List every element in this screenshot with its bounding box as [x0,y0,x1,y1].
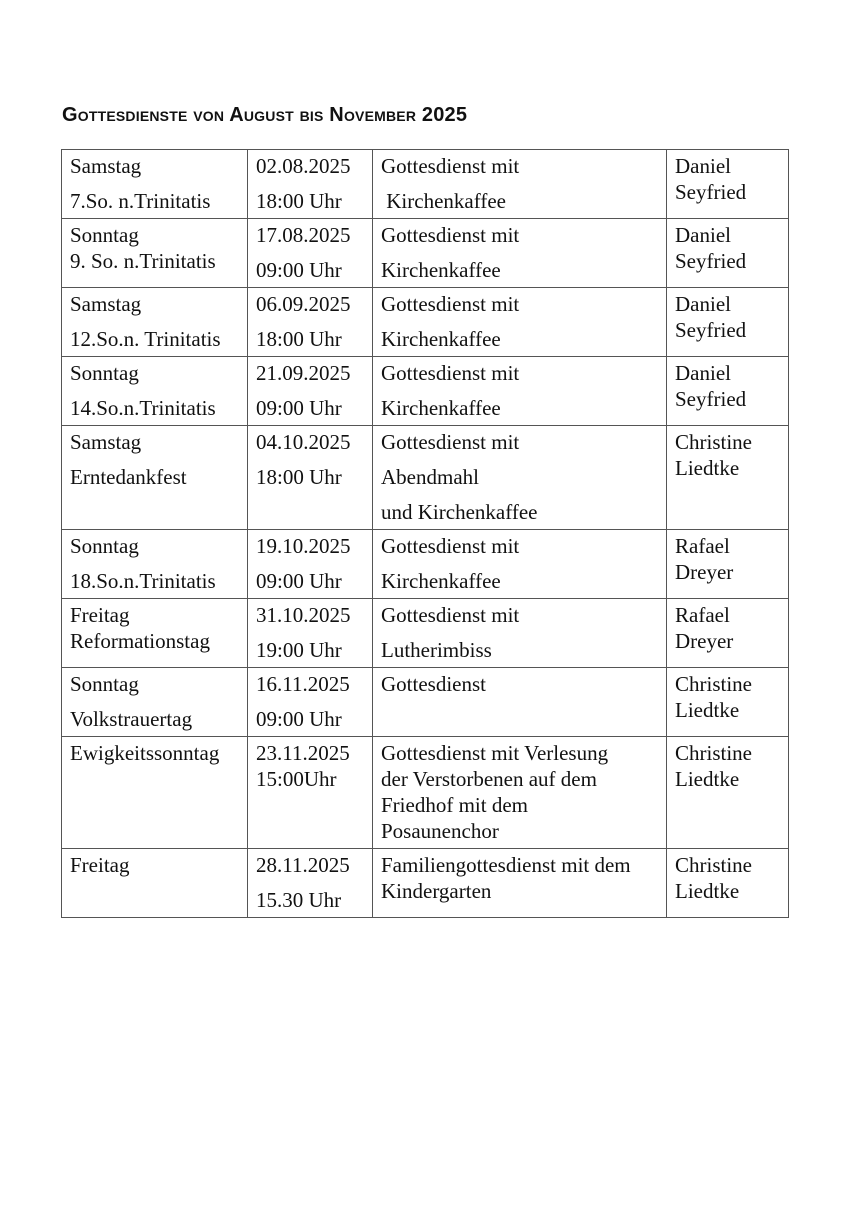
table-row [62,668,789,737]
leader-cell [667,426,789,530]
date-label: 02.08.2025 [256,154,351,178]
event-line: Friedhof mit dem [381,793,528,817]
date-cell [248,288,373,357]
table-row [62,599,789,668]
date-label: 16.11.2025 [256,672,350,696]
event-line: Gottesdienst [381,672,486,696]
leader-name-line: Liedtke [675,698,740,722]
event-line: Gottesdienst mit [381,361,520,385]
date-label: 17.08.2025 [256,223,351,247]
leader-cell [667,288,789,357]
event-cell [373,426,667,530]
date-cell [248,849,373,918]
leader-name-line: Christine [675,430,752,454]
date-cell [248,150,373,219]
day-cell [62,288,248,357]
leader-name-line: Liedtke [675,879,740,903]
leader-name-line: Dreyer [675,629,734,653]
leader-name-line: Seyfried [675,249,747,273]
leader-name-line: Daniel [675,292,731,316]
event-line: Familiengottesdienst mit dem [381,853,631,877]
leader-name-line: Dreyer [675,560,734,584]
leader-name-line: Rafael [675,534,730,558]
event-cell [373,530,667,599]
day-label: Samstag [70,430,142,454]
event-line: der Verstorbenen auf dem [381,767,597,791]
schedule-table [61,149,789,918]
event-line: Lutherimbiss [381,638,492,662]
day-label: Sonntag [70,672,139,696]
date-label: 21.09.2025 [256,361,351,385]
date-cell [248,668,373,737]
event-line: Gottesdienst mit Verlesung [381,741,609,765]
leader-name-line: Daniel [675,361,731,385]
table-row [62,288,789,357]
leader-cell [667,150,789,219]
event-cell [373,219,667,288]
time-label: 15:00Uhr [256,767,337,791]
event-line: Gottesdienst mit [381,223,520,247]
occasion-label: 7.So. n.Trinitatis [70,189,211,213]
event-line: Kirchenkaffee [381,396,501,420]
table-row [62,737,789,849]
date-label: 04.10.2025 [256,430,351,454]
occasion-label: 9. So. n.Trinitatis [70,249,216,273]
leader-name-line: Liedtke [675,767,740,791]
occasion-label: 18.So.n.Trinitatis [70,569,216,593]
date-cell [248,219,373,288]
event-line: Gottesdienst mit [381,292,520,316]
schedule-body [62,150,789,918]
leader-cell [667,219,789,288]
day-cell [62,426,248,530]
event-line: Kirchenkaffee [381,258,501,282]
time-label: 09:00 Uhr [256,396,342,420]
event-line: Kirchenkaffee [381,569,501,593]
table-row [62,219,789,288]
event-cell [373,849,667,918]
table-row [62,426,789,530]
leader-cell [667,737,789,849]
event-cell [373,357,667,426]
occasion-label: Erntedankfest [70,465,187,489]
event-line: Gottesdienst mit [381,603,520,627]
event-line: Gottesdienst mit [381,154,520,178]
event-line: und Kirchenkaffee [381,500,538,524]
date-cell [248,530,373,599]
leader-cell [667,668,789,737]
day-cell [62,668,248,737]
day-cell [62,357,248,426]
day-label: Sonntag [70,361,139,385]
date-cell [248,357,373,426]
time-label: 09:00 Uhr [256,569,342,593]
occasion-label: 12.So.n. Trinitatis [70,327,221,351]
date-cell [248,426,373,530]
leader-name-line: Daniel [675,154,731,178]
leader-name-line: Christine [675,672,752,696]
leader-name-line: Rafael [675,603,730,627]
leader-cell [667,599,789,668]
day-label: Samstag [70,154,142,178]
date-label: 19.10.2025 [256,534,351,558]
time-label: 18:00 Uhr [256,465,342,489]
day-label: Sonntag [70,223,139,247]
day-cell [62,599,248,668]
event-cell [373,288,667,357]
time-label: 15.30 Uhr [256,888,342,912]
leader-name-line: Christine [675,741,752,765]
leader-name-line: Liedtke [675,456,740,480]
time-label: 09:00 Uhr [256,707,342,731]
date-label: 31.10.2025 [256,603,351,627]
event-cell [373,668,667,737]
day-cell [62,219,248,288]
event-line: Kindergarten [381,879,492,903]
leader-name-line: Christine [675,853,752,877]
date-cell [248,599,373,668]
event-line: Posaunenchor [381,819,499,843]
leader-cell [667,849,789,918]
event-line: Kirchenkaffee [381,327,501,351]
day-label: Freitag [70,853,130,877]
occasion-label: Volkstrauertag [70,707,193,731]
leader-name-line: Daniel [675,223,731,247]
time-label: 18:00 Uhr [256,327,342,351]
event-cell [373,150,667,219]
event-cell [373,737,667,849]
leader-name-line: Seyfried [675,180,747,204]
event-line: Gottesdienst mit [381,430,520,454]
time-label: 09:00 Uhr [256,258,342,282]
event-line: Abendmahl [381,465,479,489]
page-title: Gottesdienste von August bis November 2025 [62,104,468,126]
leader-name-line: Seyfried [675,318,747,342]
table-row [62,530,789,599]
leader-cell [667,357,789,426]
date-cell [248,737,373,849]
event-line: Kirchenkaffee [381,189,506,213]
table-row [62,357,789,426]
date-label: 23.11.2025 [256,741,350,765]
time-label: 19:00 Uhr [256,638,342,662]
event-cell [373,599,667,668]
day-cell [62,737,248,849]
leader-name-line: Seyfried [675,387,747,411]
day-label: Sonntag [70,534,139,558]
date-label: 28.11.2025 [256,853,350,877]
occasion-label: 14.So.n.Trinitatis [70,396,216,420]
table-row [62,849,789,918]
table-row [62,150,789,219]
date-label: 06.09.2025 [256,292,351,316]
day-cell [62,849,248,918]
day-label: Samstag [70,292,142,316]
event-line: Gottesdienst mit [381,534,520,558]
leader-cell [667,530,789,599]
day-label: Ewigkeitssonntag [70,741,220,765]
time-label: 18:00 Uhr [256,189,342,213]
day-cell [62,150,248,219]
occasion-label: Reformationstag [70,629,210,653]
day-label: Freitag [70,603,130,627]
day-cell [62,530,248,599]
